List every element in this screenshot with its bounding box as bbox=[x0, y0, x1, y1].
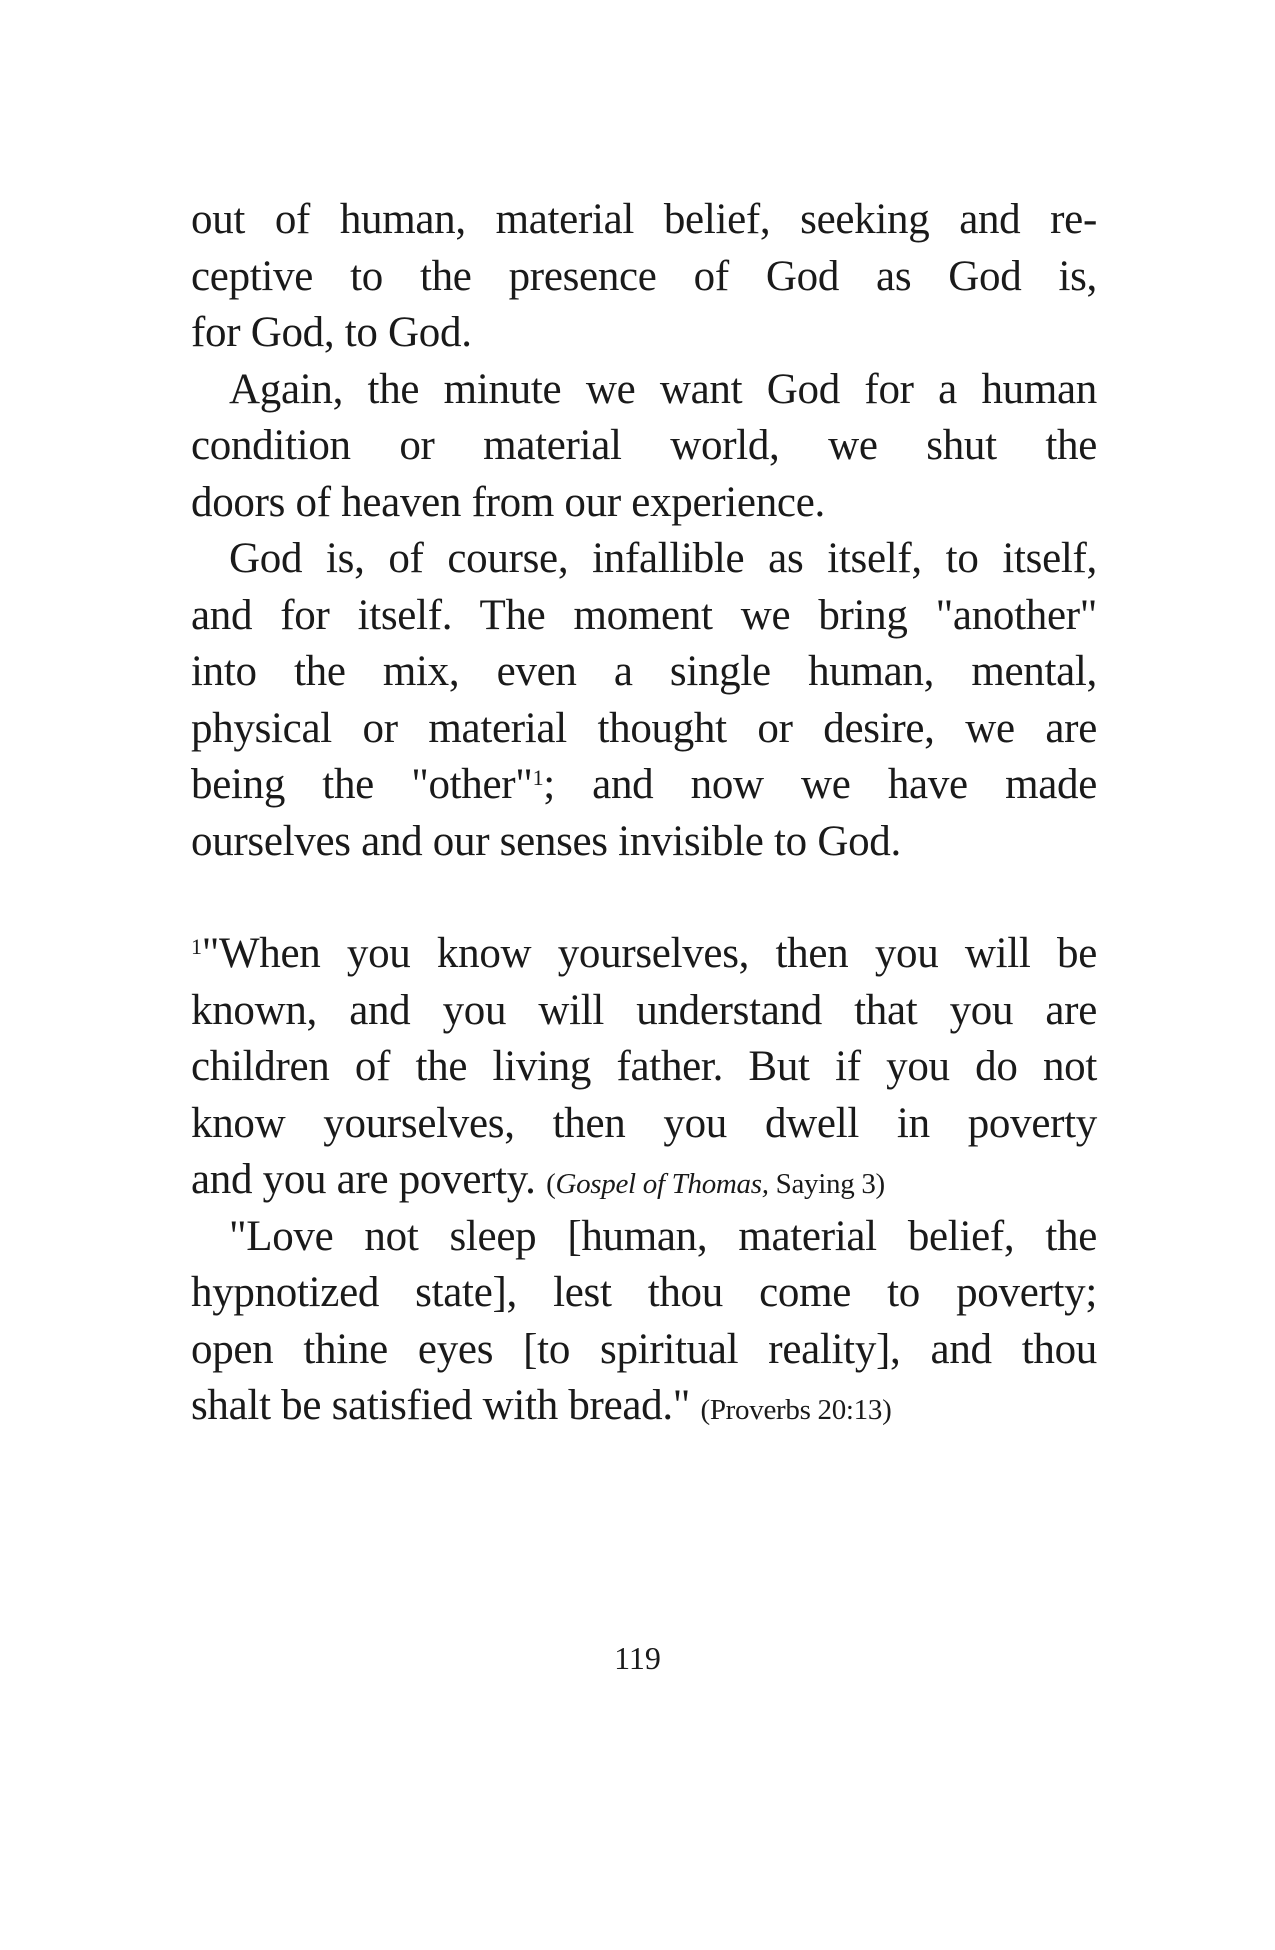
text-line: children of the living father. But if you do not bbox=[191, 1043, 1097, 1090]
text-line: physical or material thought or desire, we are bbox=[191, 704, 1097, 752]
text-line: God is, of course, infallible as itself, to itself, bbox=[229, 535, 1097, 582]
citation-proverbs: (Proverbs 20:13) bbox=[700, 1394, 892, 1426]
text-line: doors of heaven from our experience. bbox=[191, 478, 825, 526]
text-segment: ; and now we have made bbox=[543, 761, 1098, 808]
footnote-reference: 1 bbox=[532, 765, 544, 790]
text-line: known, and you will understand that you are bbox=[191, 986, 1097, 1034]
text-segment: "When you know yourselves, then you will be bbox=[201, 930, 1097, 977]
citation-title: Gospel of Thomas, bbox=[555, 1168, 769, 1200]
footnote-marker: 1 bbox=[191, 934, 202, 959]
paragraph-2 bbox=[191, 362, 1097, 532]
paragraph-3 bbox=[191, 531, 1097, 870]
text-line: know yourselves, then you dwell in poverty bbox=[191, 1099, 1097, 1147]
text-segment: being the "other" bbox=[191, 761, 533, 808]
page-body bbox=[191, 192, 1097, 1435]
text-line: out of human, material belief, seeking and re- bbox=[191, 196, 1097, 243]
text-line: "Love not sleep [human, material belief, the bbox=[229, 1212, 1097, 1260]
text-line: condition or material world, we shut the bbox=[191, 422, 1097, 469]
text-line: ceptive to the presence of God as God is, bbox=[191, 252, 1097, 300]
text-line: for God, to God. bbox=[191, 309, 472, 356]
text-line: hypnotized state], lest thou come to poverty; bbox=[191, 1269, 1097, 1316]
text-line: into the mix, even a single human, mental, bbox=[191, 648, 1097, 695]
paragraph-1 bbox=[191, 192, 1097, 362]
text-line: ourselves and our senses invisible to God. bbox=[191, 817, 901, 865]
text-line: open thine eyes [to spiritual reality], and thou bbox=[191, 1325, 1097, 1373]
citation-detail: Saying 3) bbox=[768, 1168, 885, 1200]
text-line-with-citation bbox=[191, 1152, 1097, 1209]
page-number: 119 bbox=[614, 1640, 661, 1676]
text-line: and for itself. The moment we bring "another" bbox=[191, 591, 1097, 639]
text-segment: shalt be satisfied with bread." bbox=[191, 1382, 691, 1429]
text-line-with-citation bbox=[191, 1378, 1097, 1435]
footnote-first-line bbox=[191, 926, 1097, 983]
section-gap bbox=[191, 870, 1097, 926]
citation-paren: ( bbox=[546, 1168, 556, 1200]
text-line-with-footnote-ref bbox=[191, 757, 1097, 814]
text-line: Again, the minute we want God for a human bbox=[229, 365, 1097, 413]
citation-gospel-of-thomas bbox=[546, 1168, 885, 1200]
footnote bbox=[191, 926, 1097, 1435]
text-segment: and you are poverty. bbox=[191, 1156, 536, 1203]
